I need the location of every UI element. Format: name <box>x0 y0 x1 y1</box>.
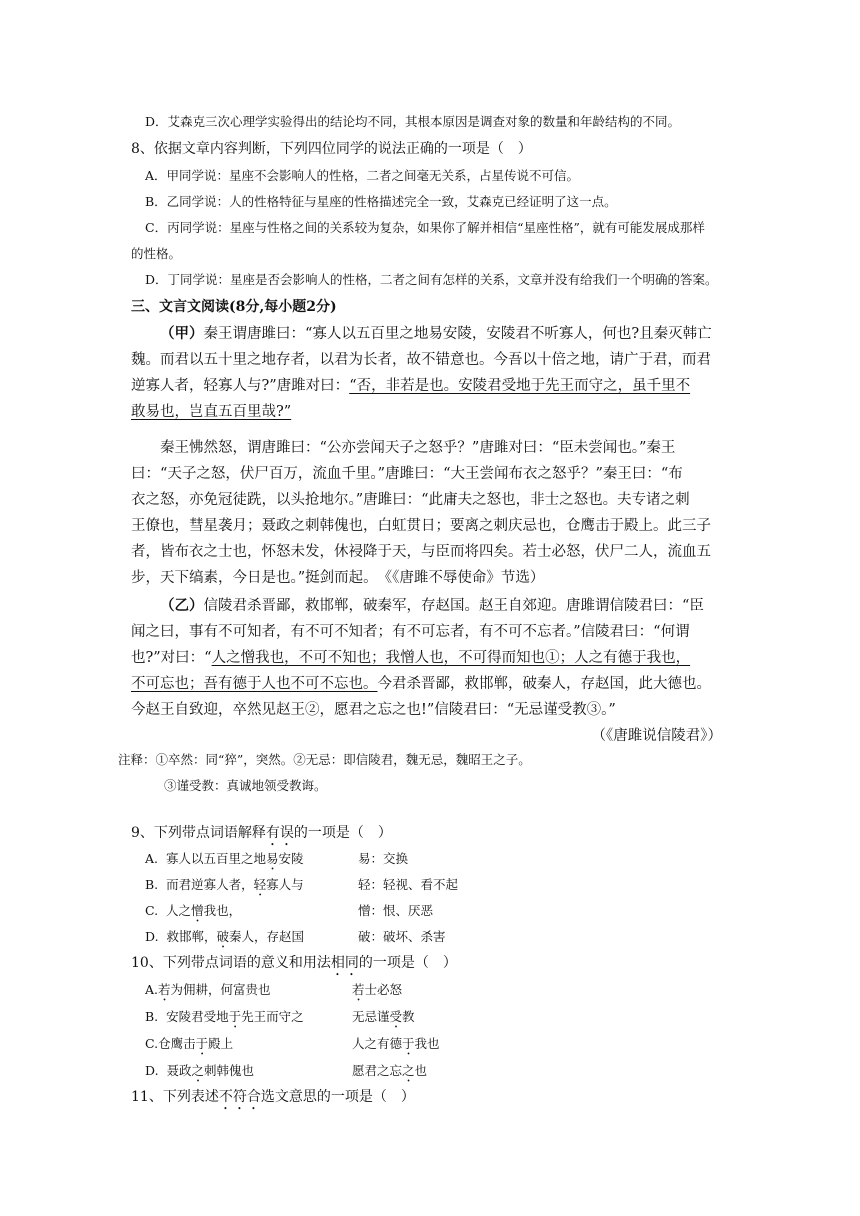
option-text: A. 寡人以五百里之地 <box>145 851 266 866</box>
q11-stem-emphasis: 不符合 <box>218 1089 261 1105</box>
option-text: C. 人之 <box>145 903 192 918</box>
passage-yi-label: （乙） <box>160 597 204 614</box>
option-text: 先王而守之 <box>241 1009 304 1024</box>
option-text: D. 聂政 <box>145 1063 192 1078</box>
option-text: B. 安陵君受地 <box>145 1009 229 1024</box>
underlined-text: “否，非若是也。安陵君受地于先王而守之，虽千里不 <box>349 378 691 394</box>
q10-option-b-right <box>352 1007 415 1031</box>
q11-stem-text: 11、下列表述 <box>131 1089 219 1105</box>
q11-stem <box>131 1086 415 1113</box>
option-text: C.仓鹰击 <box>145 1036 196 1051</box>
option-text: 殿上 <box>208 1036 234 1051</box>
q8-option-c: C．丙同学说：星座与性格之间的关系较为复杂，如果你了解并相信“星座性格”，就有可能发展成那样 <box>145 220 705 235</box>
underlined-text: 人之憎我也，不可不知也；我憎人也，不可得而知也①；人之有德于我也， <box>211 650 691 666</box>
underlined-text: 敢易也，岂直五百里哉?” <box>131 404 292 420</box>
option-text: 为佣耕，何富贵也 <box>170 982 271 997</box>
q10-stem-emphasis: 相同 <box>330 955 359 971</box>
q10-option-c-left <box>145 1034 233 1058</box>
annotation-note: ③谨受教：真诚地领受教诲。 <box>164 778 327 793</box>
passage-jia-line <box>160 322 712 343</box>
q10-option-d-left <box>145 1061 254 1085</box>
dotted-word: 憎 <box>191 903 204 918</box>
dotted-word: 于 <box>402 1036 415 1051</box>
q8-option-b: B．乙同学说：人的性格特征与星座的性格描述完全一致，艾森克已经证明了这一点。 <box>145 194 617 209</box>
passage-jia-text: 逆寡人者，轻寡人与?”唐雎对曰： <box>131 378 350 394</box>
passage-jia-label: （甲） <box>160 325 204 342</box>
dotted-word: 于 <box>228 1009 242 1024</box>
passage-yi-text: 今君杀晋鄙，救邯郸，破秦人，存赵国，此大德也。 <box>377 676 711 692</box>
q10-option-d-right <box>352 1061 427 1085</box>
dotted-word: 于 <box>195 1036 209 1051</box>
q8-option-c-cont: 的性格。 <box>131 246 182 261</box>
dotted-word: 之 <box>191 1063 205 1078</box>
option-text: 教 <box>402 1009 415 1024</box>
dotted-word: 破 <box>216 929 230 944</box>
q10-option-c-right <box>352 1034 440 1058</box>
passage-yi-line: 闻之曰，事有不可知者，有不可不知者；有不可忘者，有不可不忘者。”信陵君曰：“何谓 <box>131 624 690 640</box>
option-text: 我也， <box>203 903 242 918</box>
passage-jia-line: 曰：“天子之怒，伏尸百万，流血千里。”唐雎曰：“大王尝闻布衣之怒乎？”秦王曰：“布 <box>131 466 683 482</box>
option-text: 无忌谨 <box>352 1009 390 1024</box>
section-heading: 三、文言文阅读(8分,每小题2分) <box>131 299 337 315</box>
q9-option-b <box>145 875 304 899</box>
q9-stem-emphasis: 有误 <box>265 825 294 841</box>
passage-jia-line: 步，天下缟素，今日是也。”挺剑而起。 《《唐雎不辱使命》节选） <box>131 570 545 586</box>
q10-stem <box>131 952 457 979</box>
underlined-text: 不可忘也；吾有德于人也不可不忘也。 <box>131 676 378 692</box>
option-text: A. <box>145 982 159 997</box>
passage-yi-line <box>160 594 704 615</box>
q7-option-d: D．艾森克三次心理学实验得出的结论均不同，其根本原因是调查对象的数量和年龄结构的不同。 <box>145 114 681 129</box>
q8-stem: 8、依据文章内容判断，下列四位同学的说法正确的一项是（ ） <box>131 141 532 157</box>
passage-jia-line: 衣之怒，亦免冠徒跣，以头抢地尔。”唐雎曰：“此庸夫之怒也，非士之怒也。夫专诸之刺 <box>131 492 690 508</box>
q9-option-a <box>145 849 303 873</box>
passage-jia-line: 魏。而君以五十里之地存者，以君为长者，故不错意也。今吾以十倍之地，请广于君，而君 <box>131 352 711 368</box>
option-text: 人之有德 <box>352 1036 403 1051</box>
passage-jia-line <box>131 374 690 395</box>
dotted-word: 受 <box>389 1009 403 1024</box>
dotted-word: 若 <box>352 982 365 997</box>
option-text: 安陵 <box>278 851 304 866</box>
q10-stem-text: 10、下列带点词语的意义和用法 <box>131 955 331 971</box>
passage-yi-line <box>131 646 690 667</box>
option-text: 愿君之忘 <box>352 1063 403 1078</box>
passage-jia-line: 秦王怫然怒，谓唐雎曰：“公亦尝闻天子之怒乎？”唐雎对曰：“臣未尝闻也。”秦王 <box>160 440 676 456</box>
option-text: 秦人，存赵国 <box>229 929 305 944</box>
q9-stem-text: 9、下列带点词语解释 <box>131 825 266 841</box>
q9-stem-text: 的一项是（ ） <box>293 825 392 841</box>
q9-stem <box>131 822 392 849</box>
q9-option-b-answer: 轻：轻视、看不起 <box>358 877 459 892</box>
q8-option-d: D．丁同学说：星座是否会影响人的性格，二者之间有怎样的关系，文章并没有给我们一个明确的答案。 <box>145 272 718 287</box>
q9-option-a-answer: 易：交换 <box>358 851 409 866</box>
passage-yi-line: 今赵王自致迎，卒然见赵王②，愿君之忘之也!”信陵君曰：“无忌谨受教③。” <box>131 702 616 718</box>
dotted-word: 易 <box>265 851 279 866</box>
q9-option-c <box>145 901 241 925</box>
annotation-note: 注释：①卒然：同“猝”，突然。②无忌：即信陵君，魏无忌，魏昭王之子。 <box>118 752 531 767</box>
option-text: 我也 <box>414 1036 440 1051</box>
q10-stem-text: 的一项是（ ） <box>358 955 457 971</box>
option-text: D. 救邯郸， <box>145 929 217 944</box>
q9-option-c-answer: 憎：恨、厌恶 <box>358 903 434 918</box>
q9-option-d <box>145 927 304 951</box>
q10-option-a-right <box>352 980 402 1004</box>
passage-yi-source: （《唐雎说信陵君》） <box>591 728 722 744</box>
option-text: 也 <box>414 1063 428 1078</box>
option-text: B. 而君逆寡人者， <box>145 877 254 892</box>
passage-yi-text: 信陵君杀晋鄙，救邯郸，破秦军，存赵国。赵王自郊迎。唐雎谓信陵君曰：“臣 <box>203 598 704 614</box>
q10-option-a-left <box>145 980 271 1004</box>
passage-jia-line: 者，皆布衣之士也，怀怒未发，休祲降于天，与臣而将四矣。若士必怒，伏尸二人，流血五 <box>131 544 711 560</box>
q8-option-a: A．甲同学说：星座不会影响人的性格，二者之间毫无关系，占星传说不可信。 <box>145 168 580 183</box>
q10-option-b-left <box>145 1007 304 1031</box>
dotted-word: 之 <box>402 1063 415 1078</box>
q9-option-d-answer: 破：破坏、杀害 <box>358 929 446 944</box>
option-text: 寡人与 <box>266 877 304 892</box>
passage-yi-line <box>131 672 711 693</box>
passage-jia-line: 王僚也，彗星袭月；聂政之刺韩傀也，白虹贯日；要离之刺庆忌也，仓鹰击于殿上。此三子 <box>131 518 711 534</box>
option-text: 士必怒 <box>364 982 403 997</box>
passage-yi-text: 也?”对曰：“ <box>131 650 212 666</box>
passage-jia-text: 秦王谓唐雎曰：“寡人以五百里之地易安陵，安陵君不听寡人，何也?且秦灭韩亡 <box>203 326 712 342</box>
option-text: 刺韩傀也 <box>204 1063 255 1078</box>
dotted-word: 若 <box>158 982 171 997</box>
q11-stem-text: 选文意思的一项是（ ） <box>260 1089 415 1105</box>
dotted-word: 轻 <box>253 877 267 892</box>
